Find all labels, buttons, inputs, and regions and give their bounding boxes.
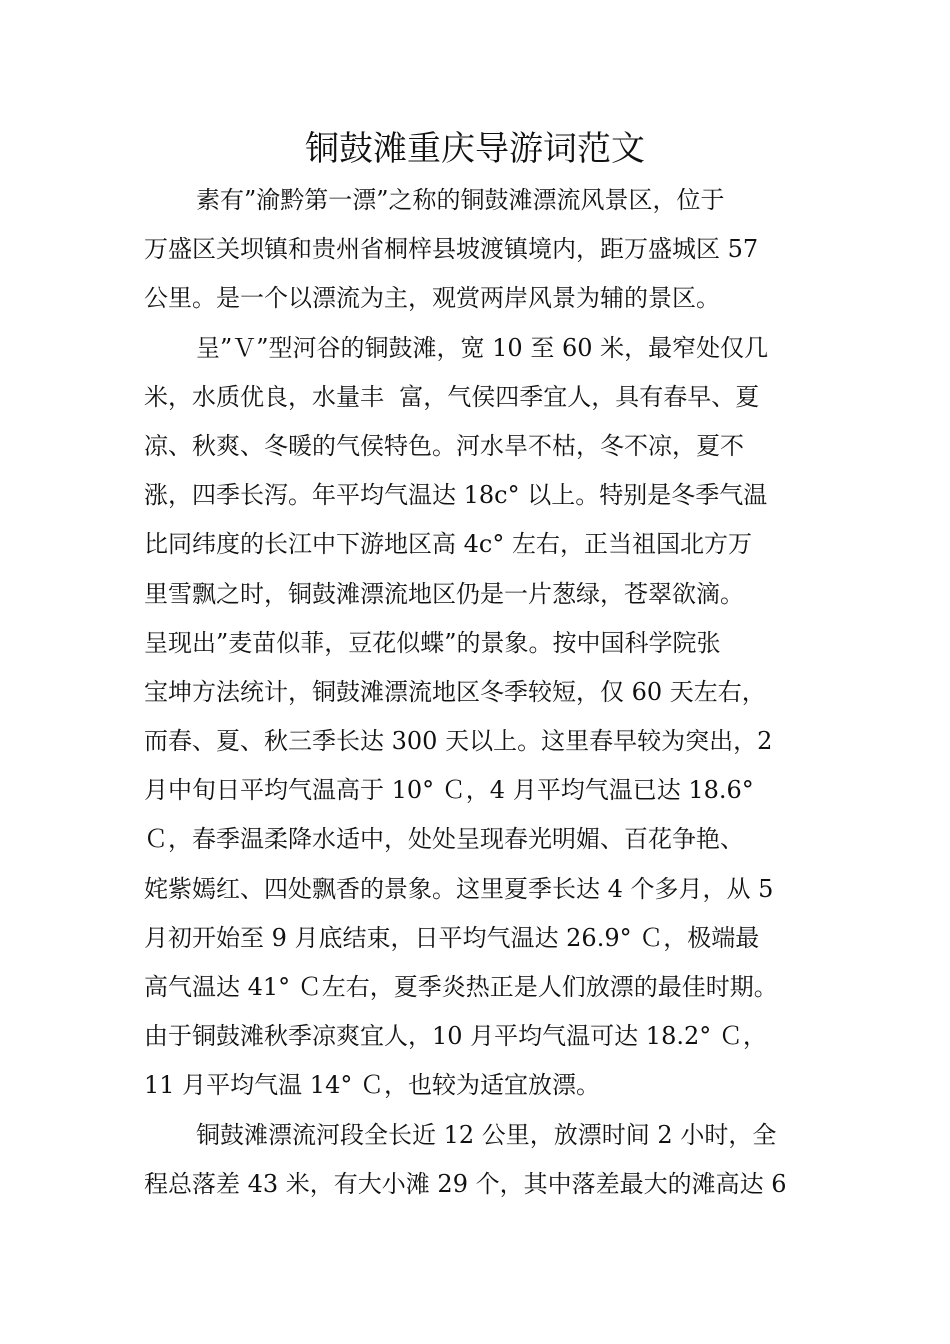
text-line: 宝坤方法统计，铜鼓滩漂流地区冬季较短，仅 60 天左右， xyxy=(144,677,766,706)
text-line: 里雪飘之时，铜鼓滩漂流地区仍是一片葱绿，苍翠欲滴。 xyxy=(144,579,744,608)
text-line: Ｃ，春季温柔降水适中，处处呈现春光明媚、百花争艳、 xyxy=(144,825,744,854)
text-line: 米，水质优良，水量丰 富，气侯四季宜人，具有春早、夏 xyxy=(144,382,760,411)
text-line: 凉、秋爽、冬暖的气侯特色。河水旱不枯，冬不凉，夏不 xyxy=(144,431,744,460)
text-line: 公里。是一个以漂流为主，观赏两岸风景为辅的景区。 xyxy=(144,284,720,313)
document-title: 铜鼓滩重庆导游词范文 xyxy=(305,129,645,169)
text-line: 月初开始至 9 月底结束，日平均气温达 26.9° Ｃ，极端最 xyxy=(144,923,760,952)
text-line: 呈”Ｖ”型河谷的铜鼓滩，宽 10 至 60 米，最窄处仅几 xyxy=(196,333,769,362)
text-line: 11 月平均气温 14° Ｃ，也较为适宜放漂。 xyxy=(144,1071,600,1100)
document-body xyxy=(144,176,834,1209)
text-line: 素有”渝黔第一漂”之称的铜鼓滩漂流风景区，位于 xyxy=(196,186,725,214)
text-line: 万盛区关坝镇和贵州省桐梓县坡渡镇境内，距万盛城区 57 xyxy=(144,235,759,264)
text-line: 涨，四季长泻。年平均气温达 18c° 以上。特别是冬季气温 xyxy=(144,481,768,510)
text-line: 姹紫嫣红、四处飘香的景象。这里夏季长达 4 个多月，从 5 xyxy=(144,874,774,903)
text-line: 呈现出”麦苗似菲，豆花似蝶”的景象。按中国科学院张 xyxy=(144,628,721,657)
text-line: 铜鼓滩漂流河段全长近 12 公里，放漂时间 2 小时，全 xyxy=(196,1120,777,1149)
text-line: 月中旬日平均气温高于 10° Ｃ，4 月平均气温已达 18.6° xyxy=(144,776,754,805)
text-line: 程总落差 43 米，有大小滩 29 个，其中落差最大的滩高达 6 xyxy=(144,1169,787,1198)
text-line: 比同纬度的长江中下游地区高 4c° 左右，正当祖国北方万 xyxy=(144,530,752,559)
text-line: 而春、夏、秋三季长达 300 天以上。这里春早较为突出，2 xyxy=(144,727,773,756)
text-line: 由于铜鼓滩秋季凉爽宜人，10 月平均气温可达 18.2° Ｃ， xyxy=(144,1022,767,1051)
text-line: 高气温达 41° Ｃ左右，夏季炎热正是人们放漂的最佳时期。 xyxy=(144,973,778,1001)
